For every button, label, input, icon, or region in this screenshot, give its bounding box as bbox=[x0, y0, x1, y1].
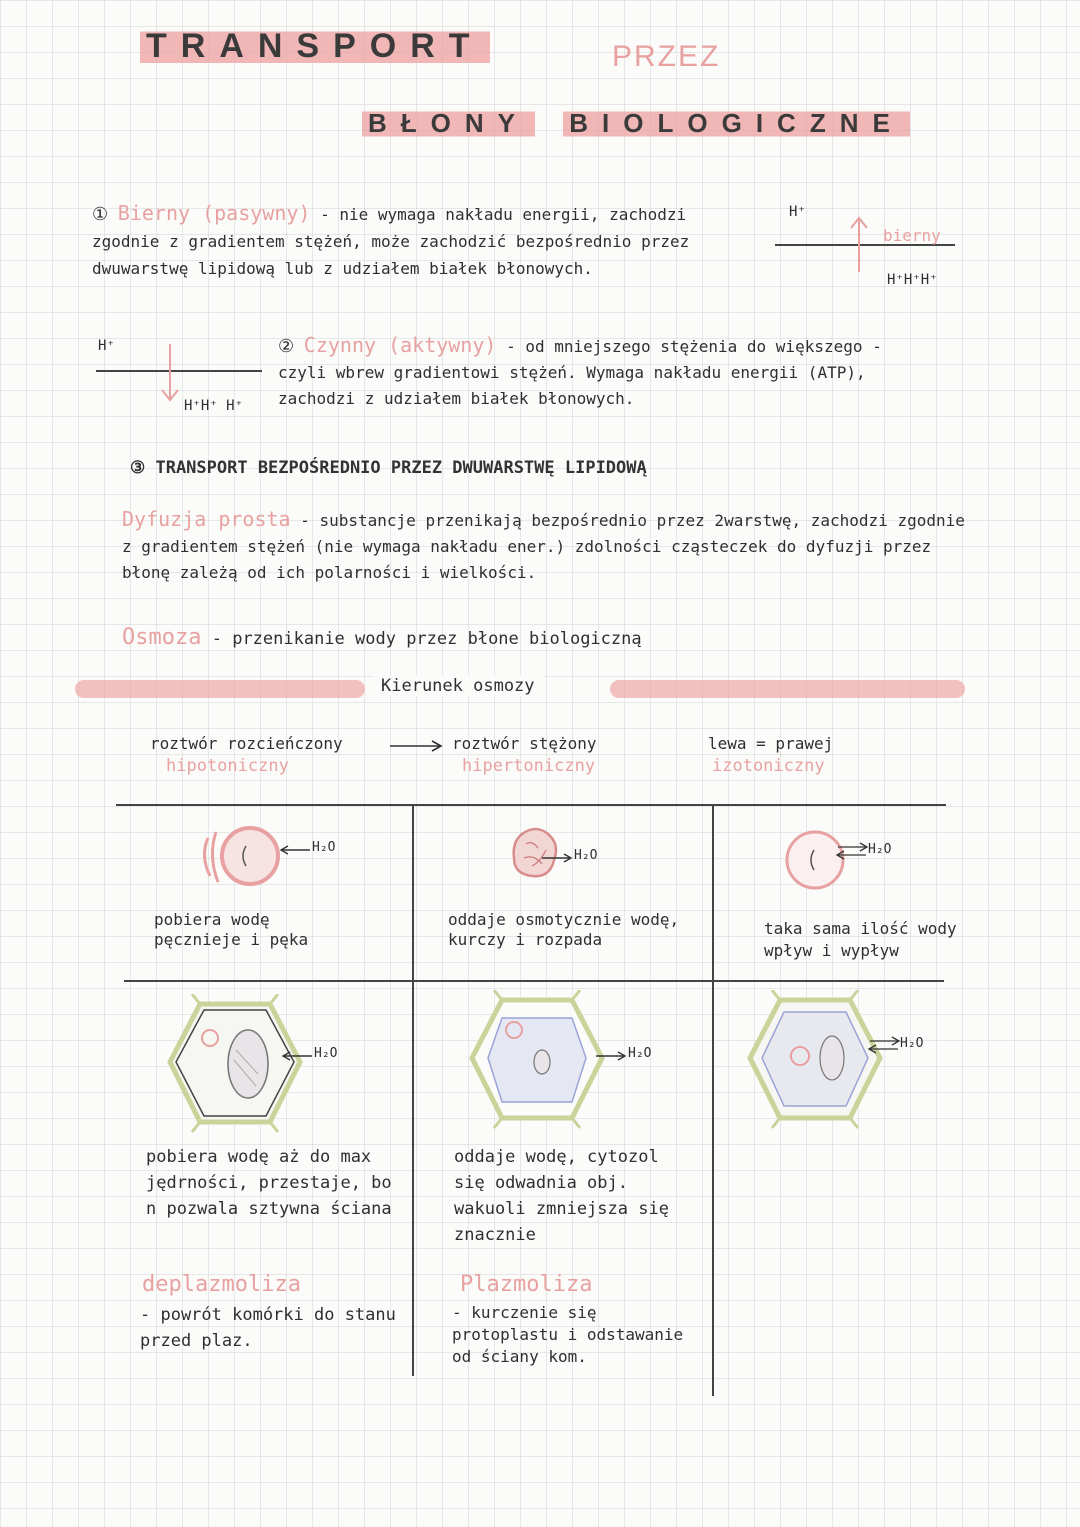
osmosis-term: Osmoza bbox=[122, 625, 202, 650]
osmosis-banner-label: Kierunek osmozy bbox=[373, 676, 543, 696]
plant-cell-term: deplazmoliza bbox=[142, 1272, 301, 1297]
two-way-arrow-icon bbox=[866, 1036, 902, 1054]
h2o-label: H₂O bbox=[314, 1046, 338, 1061]
arrow-right-icon bbox=[594, 1050, 628, 1062]
plant-cell-hypotonic bbox=[124, 984, 410, 1384]
animal-cell-desc: oddaje osmotycznie wodę, kurczy i rozpada bbox=[448, 910, 680, 949]
passive-text: - nie wymaga nakładu energii, zachodzi zgodnie z gradientem stężeń, może zachodzić bezpośrednio przez dwuwarstwę lipidową lub z udziałem białek błonowych. bbox=[92, 205, 690, 278]
diffusion-block bbox=[122, 506, 982, 586]
h2o-label: H₂O bbox=[312, 840, 336, 855]
passive-diagram bbox=[775, 200, 965, 300]
banner-stroke-right bbox=[610, 680, 965, 698]
active-diagram bbox=[96, 336, 266, 426]
active-term: Czynny (aktywny) bbox=[303, 333, 497, 357]
active-block bbox=[278, 332, 938, 412]
animal-cell-isotonic bbox=[716, 806, 986, 978]
diffusion-text: - substancje przenikają bezpośrednio przez 2warstwę, zachodzi zgodnie z gradientem stężeń (nie wymaga nakładu ener.) zdolności cząsteczek do dyfuzji przez błonę zależą od ich polarności i wielkości. bbox=[122, 511, 965, 582]
active-number: ② bbox=[278, 336, 295, 357]
title-biologiczne: BIOLOGICZNE bbox=[563, 108, 910, 138]
label-isotonic: izotoniczny bbox=[712, 756, 825, 776]
swelling-cell-icon bbox=[198, 816, 308, 896]
plant-cell-term-desc: - kurczenie się protoplastu i odstawanie od ściany kom. bbox=[452, 1303, 684, 1366]
h2o-label: H₂O bbox=[868, 842, 892, 857]
passive-block bbox=[92, 200, 762, 282]
osmosis-block bbox=[122, 624, 942, 653]
title-transport: TRANSPORT bbox=[140, 27, 490, 65]
animal-cell-hypotonic bbox=[118, 806, 408, 978]
h2o-label: H₂O bbox=[628, 1046, 652, 1061]
active-ion-top: H⁺ bbox=[98, 338, 115, 354]
normal-cell-icon bbox=[780, 826, 850, 896]
banner-stroke-left bbox=[75, 680, 365, 698]
diffusion-term: Dyfuzja prosta bbox=[122, 507, 291, 531]
table-col-divider-2 bbox=[712, 806, 714, 1396]
two-way-arrow-icon bbox=[834, 842, 870, 860]
passive-ion-bottom: H⁺H⁺H⁺ bbox=[887, 272, 938, 288]
table-col-divider-1 bbox=[412, 806, 414, 1376]
osmosis-text: - przenikanie wody przez błone biologiczną bbox=[211, 629, 642, 649]
plant-cell-term: Plazmoliza bbox=[460, 1272, 593, 1297]
title-line-1 bbox=[140, 26, 490, 66]
arrow-left-icon bbox=[280, 1050, 314, 1062]
passive-ion-top: H⁺ bbox=[789, 204, 806, 220]
passive-number: ① bbox=[92, 204, 109, 225]
animal-cell-hypertonic bbox=[416, 806, 710, 978]
plant-cell-desc: pobiera wodę aż do max jędrności, przestaje, bo n pozwala sztywna ściana bbox=[146, 1147, 392, 1219]
label-hypotonic: hipotoniczny bbox=[166, 756, 289, 776]
direction-equal: lewa = prawej bbox=[708, 734, 834, 753]
osmosis-banner bbox=[75, 676, 965, 702]
title-line-2 bbox=[362, 108, 910, 139]
plant-cell-isotonic bbox=[716, 984, 986, 1384]
plasmolyzed-plant-cell-icon bbox=[462, 990, 612, 1130]
arrow-left-icon bbox=[278, 844, 312, 856]
direct-heading: ③ TRANSPORT BEZPOŚREDNIO PRZEZ DWUWARSTWĘ LIPIDOWĄ bbox=[130, 458, 647, 478]
label-hypertonic: hipertoniczny bbox=[462, 756, 596, 776]
active-text: - od mniejszego stężenia do większego - czyli wbrew gradientowi stężeń. Wymaga nakładu energii (ATP), zachodzi z udziałem białek błonowych. bbox=[278, 337, 882, 408]
h2o-label: H₂O bbox=[574, 848, 598, 863]
table-mid-line bbox=[124, 980, 944, 982]
animal-cell-desc: pobiera wodę pęcznieje i pęka bbox=[154, 910, 309, 949]
title-blony: BŁONY bbox=[362, 108, 535, 138]
active-ion-bottom: H⁺H⁺ H⁺ bbox=[184, 398, 244, 414]
title-przez: PRZEZ bbox=[612, 40, 721, 73]
direction-to: roztwór stężony bbox=[452, 734, 597, 753]
normal-plant-cell-icon bbox=[740, 990, 890, 1130]
plant-cell-desc: oddaje wodę, cytozol się odwadnia obj. wakuoli zmniejsza się znacznie bbox=[454, 1147, 669, 1245]
passive-arrow-label: bierny bbox=[883, 226, 941, 245]
passive-term: Bierny (pasywny) bbox=[117, 201, 311, 225]
arrow-right-icon bbox=[388, 738, 446, 754]
h2o-label: H₂O bbox=[900, 1036, 924, 1051]
turgid-plant-cell-icon bbox=[160, 994, 310, 1134]
arrow-right-icon bbox=[540, 852, 574, 864]
animal-cell-desc: taka sama ilość wody wpływ i wypływ bbox=[764, 919, 957, 960]
plant-cell-term-desc: - powrót komórki do stanu przed plaz. bbox=[140, 1305, 396, 1351]
direction-from: roztwór rozcieńczony bbox=[150, 734, 343, 753]
plant-cell-hypertonic bbox=[416, 984, 710, 1384]
arrow-up-icon bbox=[847, 212, 877, 276]
